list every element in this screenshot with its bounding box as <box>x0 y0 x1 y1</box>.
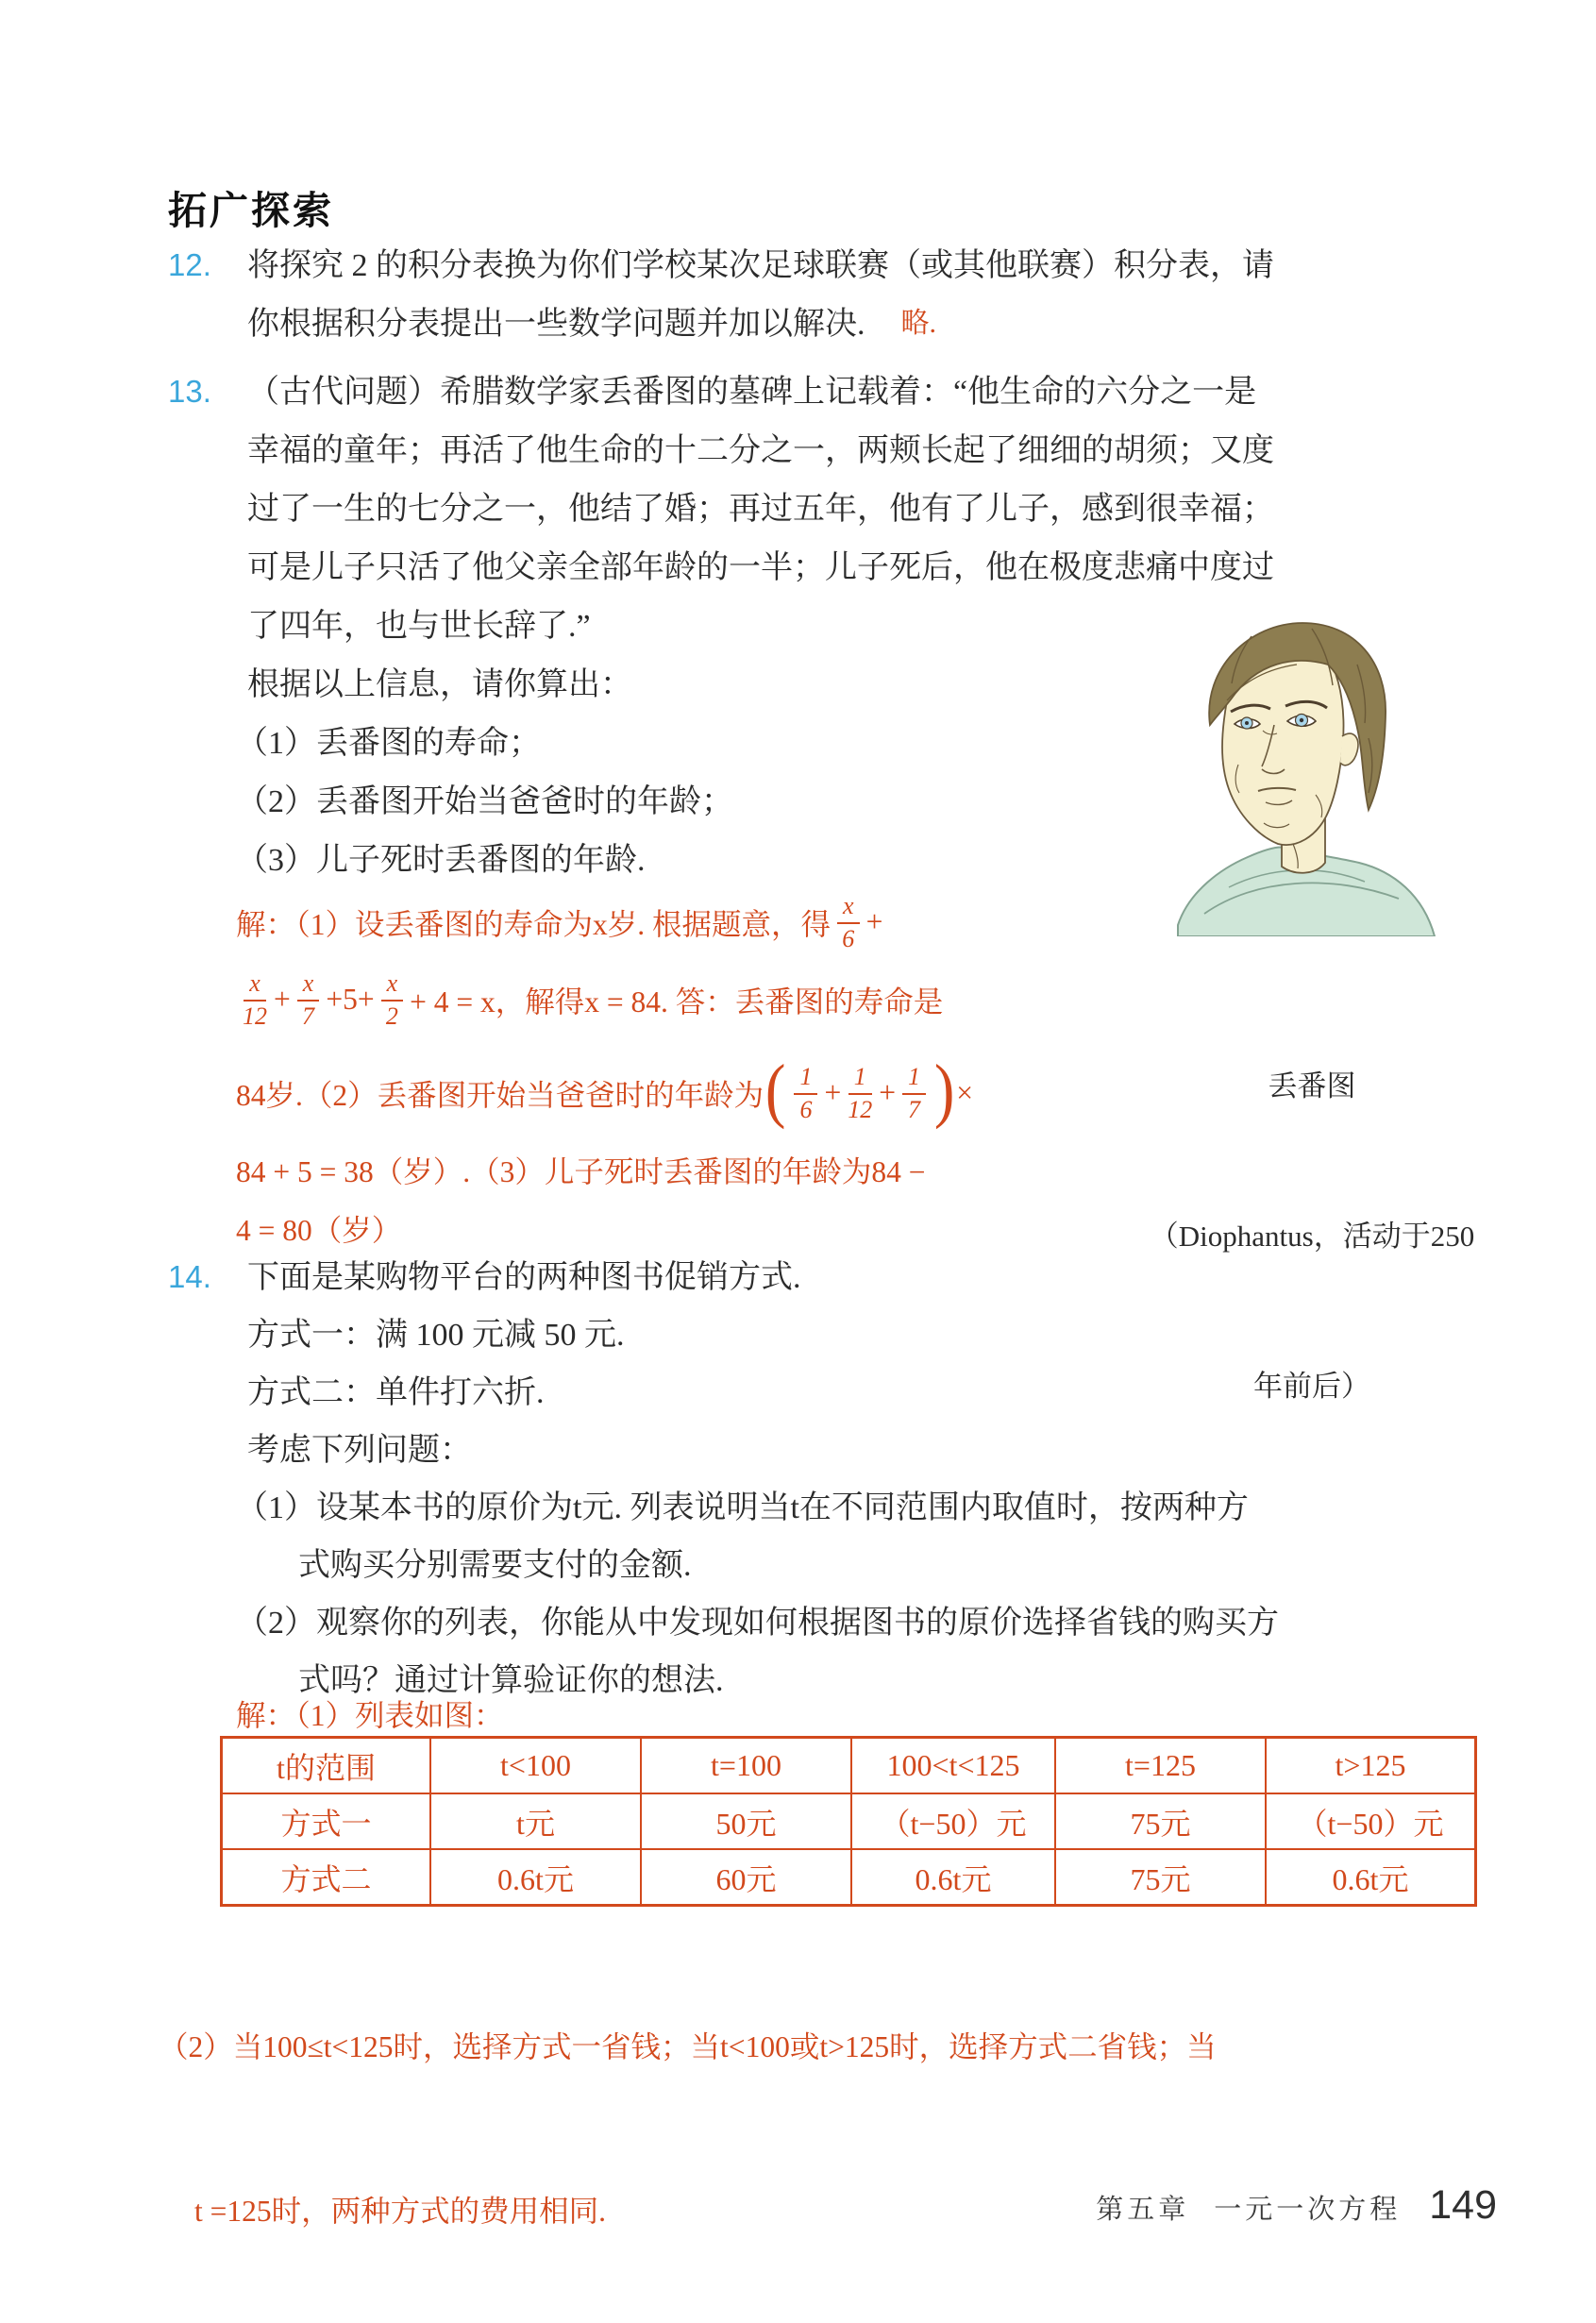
solution-13-line-2: $\frac{x}{12}$ + $\frac{x}{7}$ +5+ $\frac{x}{2}$ + 4 = x，解得x = 84. 答：丢番图的寿命是 <box>243 969 944 1030</box>
table-cell: 50元 <box>641 1793 851 1849</box>
solution-14-table <box>221 1737 1476 1906</box>
fraction-x-2: $\frac{x}{2}$ <box>381 970 404 1029</box>
table-cell: （t−50）元 <box>1266 1793 1475 1849</box>
table-header-row <box>222 1738 1475 1793</box>
problem-13-item-3: （3）儿子死时丢番图的年龄. <box>236 843 646 878</box>
page-number: 149 <box>1429 2182 1497 2228</box>
problem-13-item-1: （1）丢番图的寿命； <box>236 726 541 761</box>
table-cell: 方式二 <box>222 1849 430 1905</box>
problem-13-prompt: 根据以上信息，请你算出： <box>247 667 632 702</box>
table-row <box>222 1793 1475 1849</box>
table-cell: 75元 <box>1055 1793 1266 1849</box>
fraction-1-6: $\frac{1}{6}$ <box>794 1064 817 1122</box>
table-cell: t=125 <box>1055 1738 1266 1793</box>
table-cell: 方式一 <box>222 1793 430 1849</box>
fraction-x-12: $\frac{x}{12}$ <box>243 969 267 1030</box>
problem-12-line-2: 你根据积分表提出一些数学问题并加以解决. 略. <box>247 307 936 342</box>
solution-13-line-4: 84 + 5 = 38（岁）.（3）儿子死时丢番图的年龄为84 − <box>236 1154 926 1188</box>
problem-13-line-1: 13. （古代问题）希腊数学家丢番图的墓碑上记载着：“他生命的六分之一是 <box>168 362 1508 422</box>
figure-caption-line-2: （Diophantus，活动于250 <box>1149 1220 1475 1253</box>
table-row <box>222 1849 1475 1905</box>
problem-13-line-2: 幸福的童年；再活了他生命的十二分之一，两颊长起了细细的胡须；又度 <box>247 433 1274 468</box>
problem-12-number: 12. <box>168 247 211 282</box>
diophantus-portrait <box>1172 610 1452 936</box>
table-cell: t>125 <box>1266 1738 1475 1793</box>
chapter-label: 第五章 <box>1096 2195 1190 2225</box>
figure-caption-line-3: 年前后） <box>1253 1370 1370 1403</box>
problem-12-text: 将探究 2 的积分表换为你们学校某次足球联赛（或其他联赛）积分表，请 <box>247 248 1274 283</box>
table-cell: （t−50）元 <box>851 1793 1055 1849</box>
answer-note: 略. <box>900 308 936 339</box>
solution-13-line-3: 84岁.（2）丢番图开始当爸爸时的年龄为 ( $\frac{1}{6}$ + $\frac{1}{12}$ + $\frac{1}{7}$ ) × <box>236 1051 974 1130</box>
problem-13-number: 13. <box>168 374 211 409</box>
solution-14-intro: 解：（1）列表如图： <box>236 1699 504 1732</box>
problem-14-line-2: 方式一：满 100 元减 50 元. <box>247 1318 625 1353</box>
solution-13-line-5: 4 = 80（岁） <box>236 1213 402 1247</box>
book-title: 一元一次方程 <box>1214 2195 1402 2225</box>
problem-12 <box>168 236 1508 355</box>
fraction-1-12: $\frac{1}{12}$ <box>848 1063 873 1123</box>
conclusion-line-2: t =125时，两种方式的费用相同. <box>194 2195 607 2228</box>
solution-14-conclusion <box>159 1911 1217 2323</box>
fraction-x-6: $\frac{x}{6}$ <box>837 893 860 951</box>
conclusion-line-1: （2）当100≤t<125时，选择方式一省钱；当t<100或t>125时，选择方式二省钱；当 <box>159 2030 1217 2063</box>
problem-14-line-1: 14. 下面是某购物平台的两种图书促销方式. <box>168 1248 1508 1306</box>
problem-14-line-3: 方式二：单件打六折. <box>247 1375 545 1410</box>
table-cell: t元 <box>430 1793 641 1849</box>
fraction-1-7: $\frac{1}{7}$ <box>902 1064 926 1122</box>
table-cell: t的范围 <box>222 1738 430 1793</box>
figure-caption-line-1: 丢番图 <box>1268 1069 1356 1103</box>
problem-13-line-4: 可是儿子只活了他父亲全部年龄的一半；儿子死后，他在极度悲痛中度过 <box>247 550 1274 585</box>
solution-13-line-1: 解：（1）设丢番图的寿命为x岁. 根据题意，得 $\frac{x}{6}$ + <box>236 892 883 952</box>
table-cell: 60元 <box>641 1849 851 1905</box>
problem-13-line-3: 过了一生的七分之一，他结了婚；再过五年，他有了儿子，感到很幸福； <box>247 492 1274 527</box>
problem-14-line-8: 式吗？通过计算验证你的想法. <box>298 1663 724 1698</box>
table-cell: 0.6t元 <box>430 1849 641 1905</box>
table-cell: t<100 <box>430 1738 641 1793</box>
problem-14-line-7: （2）观察你的列表，你能从中发现如何根据图书的原价选择省钱的购买方 <box>236 1606 1279 1641</box>
problem-13-item-2: （2）丢番图开始当爸爸时的年龄； <box>236 784 733 819</box>
section-heading: 拓广探索 <box>168 189 334 232</box>
problem-12-line-1 <box>168 236 1508 295</box>
problem-13-line-5: 了四年，也与世长辞了.” <box>247 609 591 644</box>
problem-14-line-5: （1）设某本书的原价为t元. 列表说明当t在不同范围内取值时，按两种方 <box>236 1490 1249 1525</box>
problem-14-number: 14. <box>168 1259 211 1294</box>
problem-14-line-4: 考虑下列问题： <box>247 1433 472 1468</box>
table-cell: t=100 <box>641 1738 851 1793</box>
fraction-x-7: $\frac{x}{7}$ <box>297 970 320 1029</box>
table-cell: 100<t<125 <box>851 1738 1055 1793</box>
problem-14-line-6: 式购买分别需要支付的金额. <box>298 1548 692 1583</box>
problem-14 <box>168 1248 1508 1709</box>
solution-13 <box>236 891 1123 1257</box>
page-footer <box>1096 2182 1497 2229</box>
table-cell: 75元 <box>1055 1849 1266 1905</box>
table-cell: 0.6t元 <box>851 1849 1055 1905</box>
table-cell: 0.6t元 <box>1266 1849 1475 1905</box>
